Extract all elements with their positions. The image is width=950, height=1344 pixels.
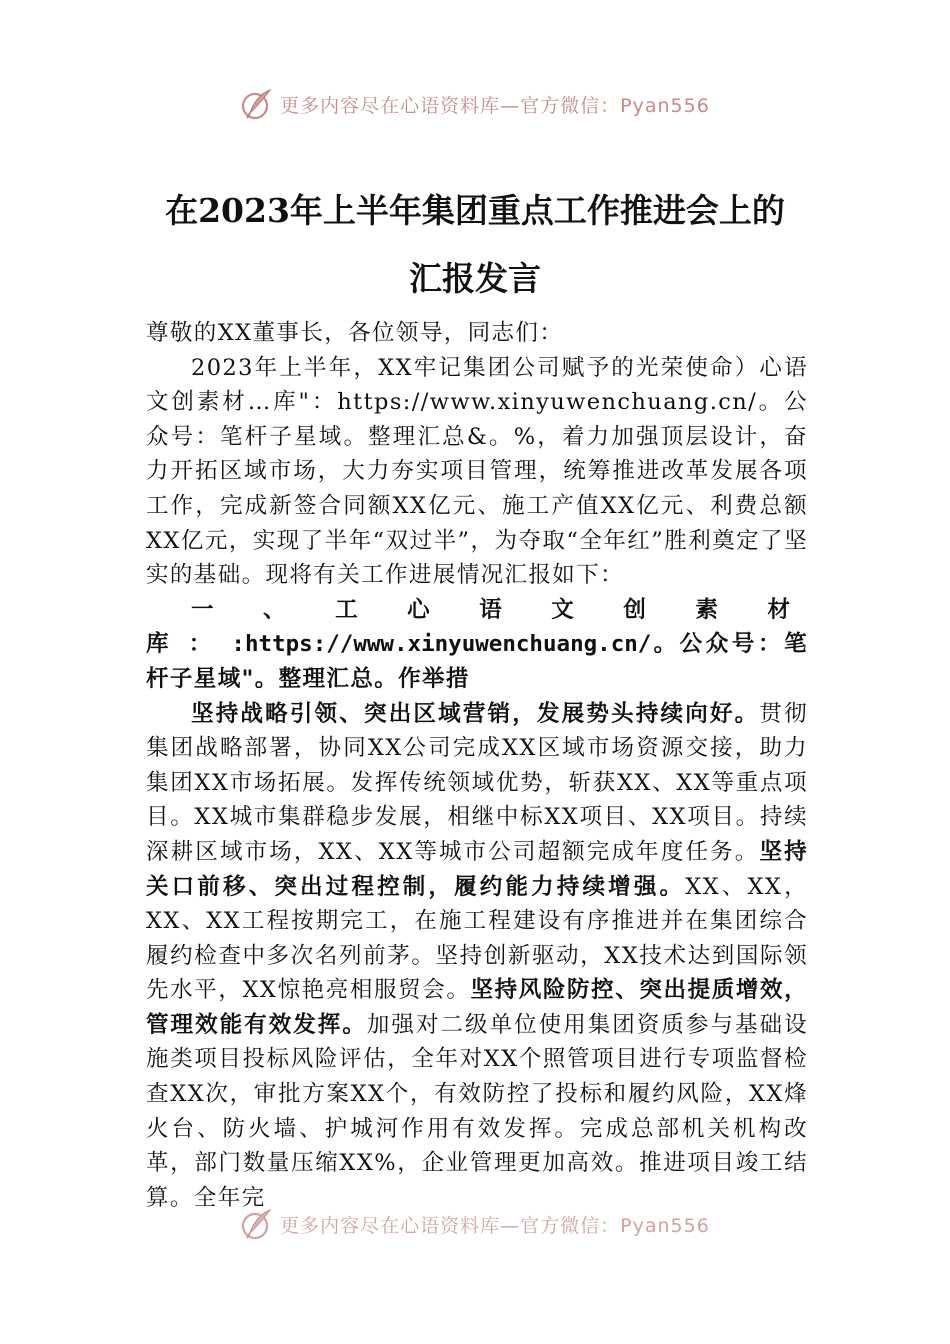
section-heading-rest: 。公众号：笔杆子星域"。整理汇总。作举措 <box>146 631 808 692</box>
section-heading-spaced: 一、工心语文创素材库： <box>146 596 808 658</box>
section-heading-url: :https://www.xinyuwenchuang.cn/ <box>231 631 652 658</box>
watermark-header <box>0 84 950 124</box>
salutation: 尊敬的XX董事长，各位领导，同志们： <box>146 320 564 346</box>
bold-lead-2: 坚持关口前移、突出过程控制，履约能力持续增强。 <box>146 838 808 900</box>
body-text-2: XX、XX，XX、XX工程按期完工，在施工程建设有序推进并在集团综合履约检查中多次名列前茅。坚持创新驱动，XX技术达到国际领先水平，XX惊艳亮相服贸会。 <box>146 873 808 1004</box>
intro-paragraph: 2023年上半年，XX牢记集团公司赋予的光荣使命）心语文创素材…库"：https://www.xinyuwenchuang.cn/。公众号：笔杆子星域。整理汇总&。%，着力加强顶层设计，奋力开拓区域市场，大力夯实项目管理，统筹推进改革发展各项工作，完成新签合同额XX亿元、施工产值XX亿元、利费总额XX亿元，实现了半年“双过半”，为夺取“全年红”胜利奠定了坚实的基础。现将有关工作进展情况汇报如下： <box>146 354 808 589</box>
bold-lead-3: 坚持风险防控、突出提质增效，管理效能有效发挥。 <box>146 977 808 1038</box>
watermark-text: 更多内容尽在心语资料库—官方微信：Pyan556 <box>280 94 710 117</box>
title-line-2: 汇报发言 <box>409 259 541 298</box>
watermark-footer <box>0 1204 950 1244</box>
work-paragraph <box>146 697 808 1216</box>
quill-pen-logo-icon <box>240 87 274 121</box>
bold-lead-1: 坚持战略引领、突出区域营销，发展势头持续向好。 <box>191 700 760 727</box>
watermark-text: 更多内容尽在心语资料库—官方微信：Pyan556 <box>280 1214 710 1237</box>
document-title <box>100 177 850 313</box>
title-line-1: 在2023年上半年集团重点工作推进会上的 <box>165 191 785 230</box>
document-body <box>146 316 808 1215</box>
body-text-3: 加强对二级单位使用集团资质参与基础设施类项目投标风险评估，全年对XX个照管项目进行专项监督检查XX次，审批方案XX个，有效防控了投标和履约风险，XX烽火台、防火墙、护城河作用有效发挥。完成总部机关机构改革，部门数量压缩XX%，企业管理更加高效。推进项目竣工结算。全年完 <box>146 1011 809 1211</box>
quill-pen-logo-icon <box>240 1207 274 1241</box>
section-heading <box>146 593 808 697</box>
body-text-1: 贯彻集团战略部署，协同XX公司完成XX区域市场资源交接，助力集团XX市场拓展。发挥传统领域优势，斩获XX、XX等重点项目。XX城市集群稳步发展，相继中标XX项目、XX项目。持续深耕区域市场，XX、XX等城市公司超额完成年度任务。 <box>146 700 808 865</box>
